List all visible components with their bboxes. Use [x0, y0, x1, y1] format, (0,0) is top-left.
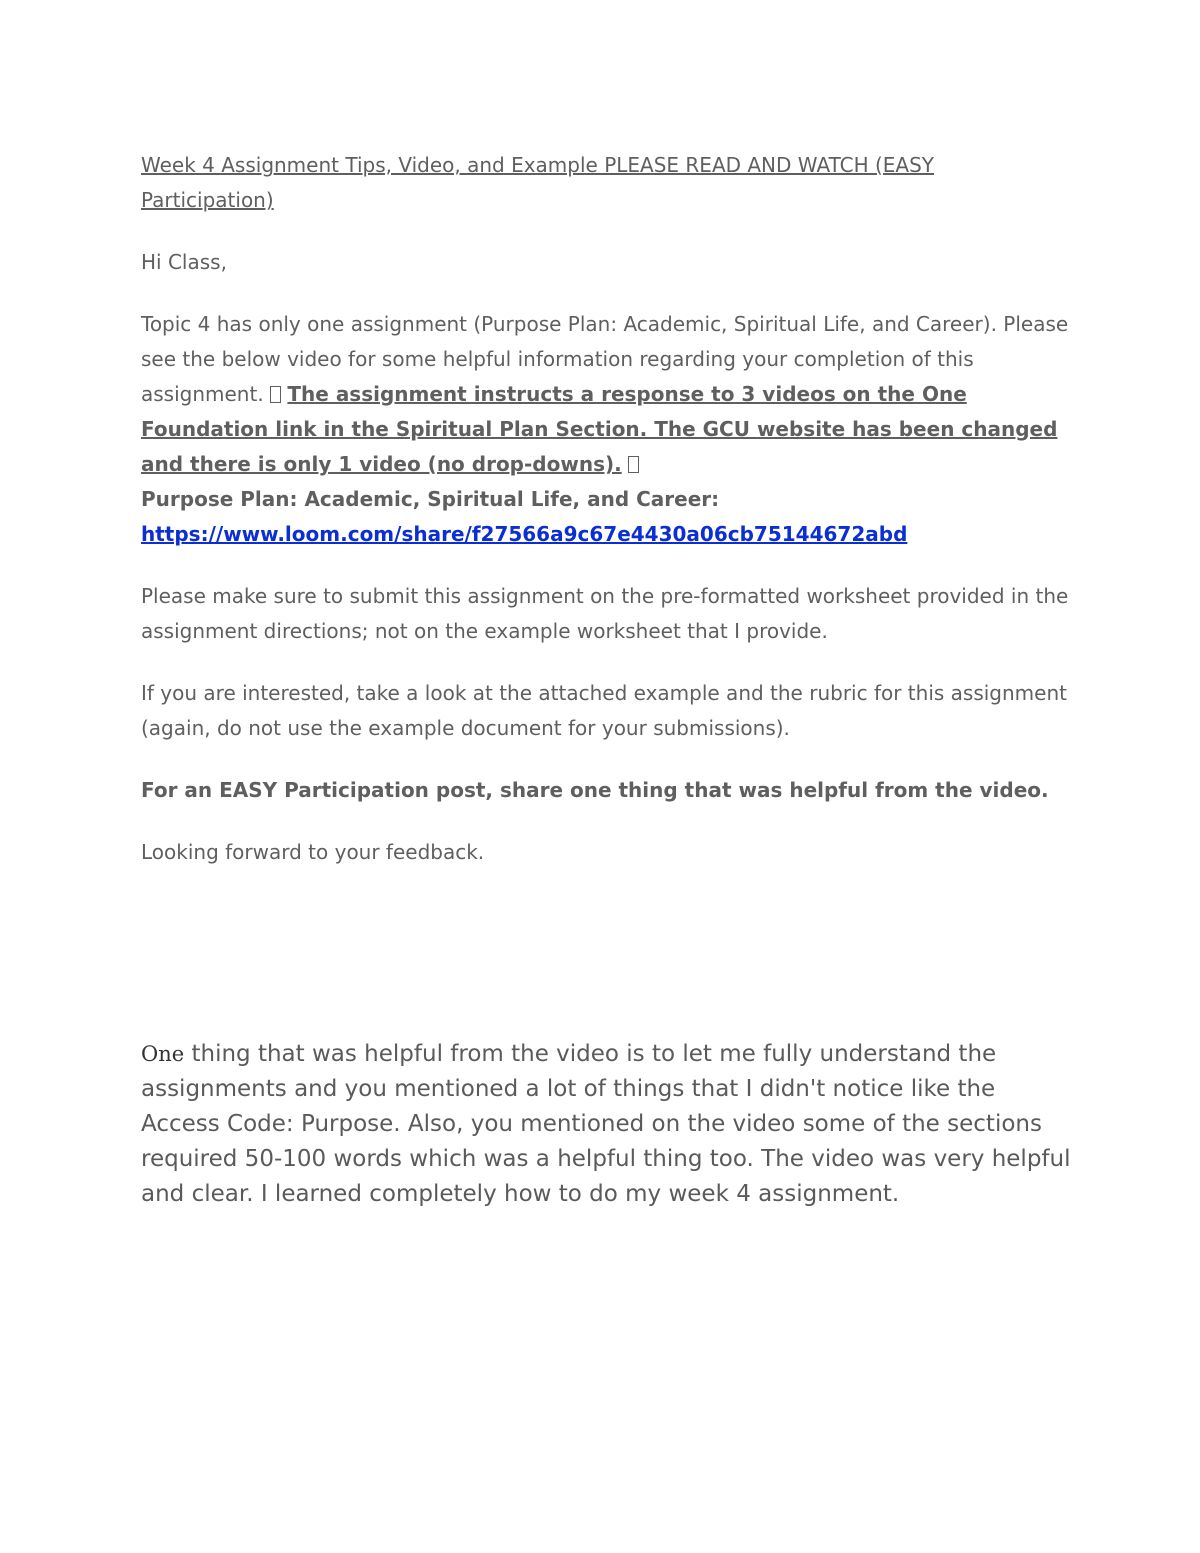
box-glyph-icon: [270, 386, 281, 403]
document-title: Week 4 Assignment Tips, Video, and Example PLEASE READ AND WATCH (EASY Participation): [141, 153, 935, 212]
response-text: thing that was helpful from the video is to let me fully understand the assignments and you mentioned a lot of things that I didn't notice like the Access Code: Purpose. Also, you mentioned on the video some of the sections required 50-100 words which was a helpful thing too. The video was very helpful and clear. I learned completely how to do my week 4 assignment.: [141, 1041, 1071, 1207]
submit-note: Please make sure to submit this assignment on the pre-formatted worksheet provided in the assignment directions; not on the example worksheet that I provide.: [141, 584, 1069, 643]
interest-note: If you are interested, take a look at the attached example and the rubric for this assignment (again, do not use the example document for your submissions).: [141, 681, 1067, 740]
purpose-plan-label: Purpose Plan: Academic, Spiritual Life, and Career:: [141, 487, 720, 511]
loom-video-link[interactable]: https://www.loom.com/share/f27566a9c67e4430a06cb75144672abd: [141, 522, 908, 546]
bold-note: The assignment instructs a response to 3 videos on the One Foundation link in the Spiritual Plan Section. The GCU website has been changed and there is only 1 video (no drop-downs).: [141, 382, 1058, 476]
response-first-word: One: [141, 1042, 185, 1066]
student-response: [141, 1037, 1071, 1212]
greeting: Hi Class,: [141, 250, 227, 274]
document-body: [141, 148, 1071, 870]
topic-paragraph: [141, 307, 1071, 552]
topic-intro: Topic 4 has only one assignment (Purpose Plan: Academic, Spiritual Life, and Career). Please see the below video for some helpful information regarding your completion of this assignment.: [141, 312, 1069, 406]
closing-line: Looking forward to your feedback.: [141, 840, 485, 864]
participation-prompt: For an EASY Participation post, share one thing that was helpful from the video.: [141, 778, 1049, 802]
box-glyph-icon: [628, 456, 639, 473]
